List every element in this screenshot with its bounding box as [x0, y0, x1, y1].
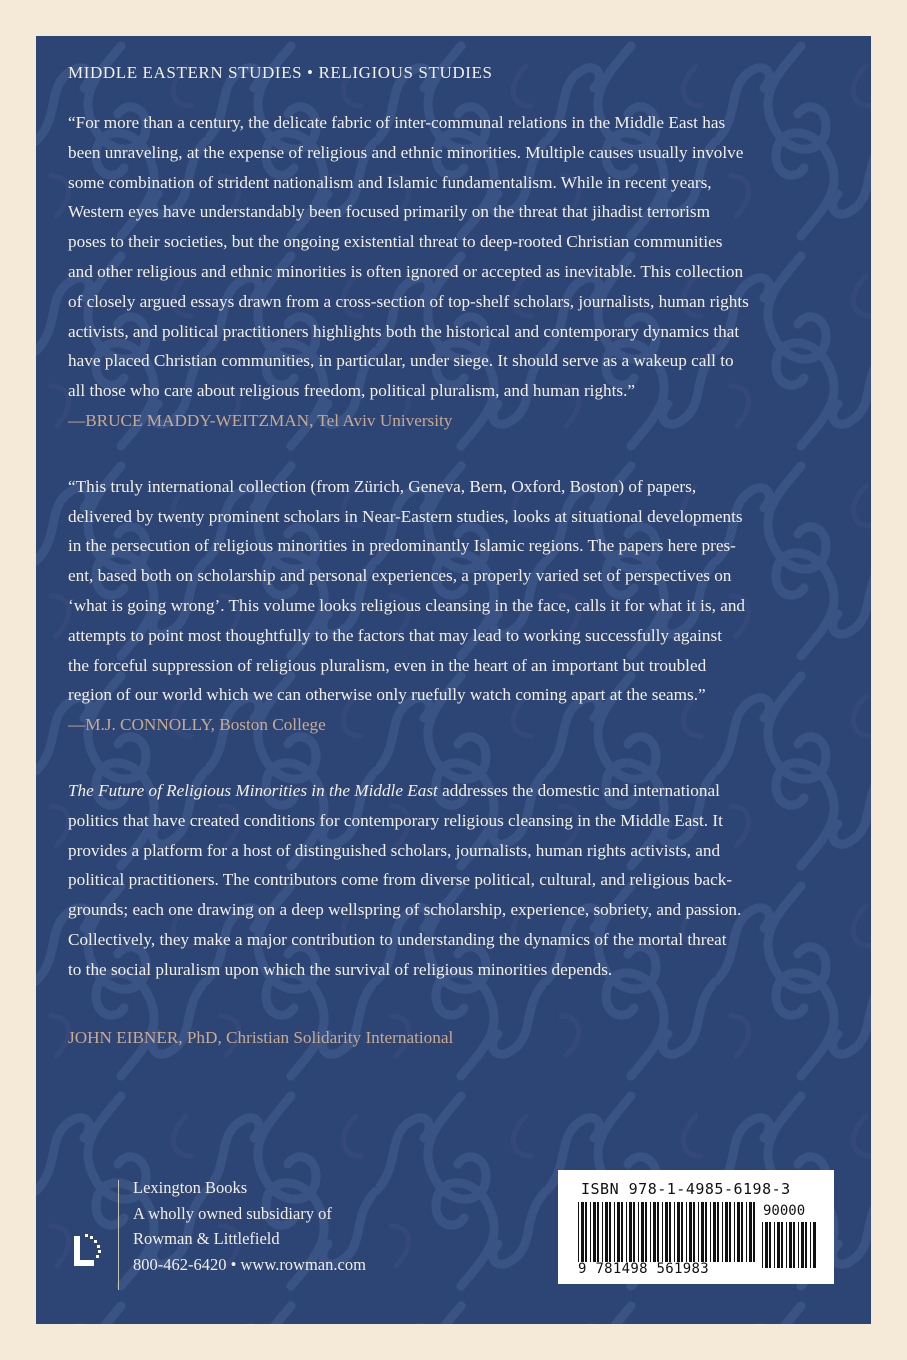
- isbn-price-code: 90000: [763, 1203, 806, 1219]
- quote-line: ent, based both on scholarship and personal experiences, a properly varied set of perspectives on: [68, 566, 732, 586]
- barcode-bar: [626, 1202, 627, 1262]
- quote-line: Western eyes have understandably been focused primarily on the threat that jihadist terrorism: [68, 202, 710, 222]
- ean-barcode: [578, 1202, 756, 1262]
- barcode-bar: [701, 1202, 704, 1262]
- description-text: addresses the domestic and international: [437, 780, 720, 800]
- quote-line: “This truly international collection (from Zürich, Geneva, Bern, Oxford, Boston) of papers,: [68, 476, 697, 496]
- publisher-divider: [118, 1180, 119, 1290]
- barcode-bar: [633, 1202, 635, 1262]
- barcode-bar: [705, 1202, 707, 1262]
- quote-connolly: [68, 472, 839, 740]
- quote-line: and other religious and ethnic minorities is often ignored or accepted as inevitable. This collection: [68, 261, 744, 281]
- barcode-bar: [786, 1222, 787, 1268]
- barcode-bar: [769, 1222, 771, 1268]
- description-line: politics that have created conditions for contemporary religious cleansing in the Middle East. It: [68, 810, 723, 830]
- quote-line: all those who care about religious freedom, political pluralism, and human rights.”: [68, 381, 636, 401]
- description-line: political practitioners. The contributors come from diverse political, cultural, and religious back-: [68, 870, 733, 890]
- barcode-bar: [774, 1222, 775, 1268]
- publisher-parent: Rowman & Littlefield: [133, 1229, 280, 1249]
- barcode-bar: [793, 1222, 795, 1268]
- barcode-bar: [681, 1202, 683, 1262]
- quote-maddy-weitzman: [68, 108, 839, 436]
- barcode-bar: [781, 1222, 783, 1268]
- barcode-bar: [585, 1202, 587, 1262]
- barcode-bar: [698, 1202, 699, 1262]
- barcode-bar: [638, 1202, 639, 1262]
- quote-line: activists, and political practitioners highlights both the historical and contemporary dynamics that: [68, 321, 740, 341]
- quote-line: “For more than a century, the delicate fabric of inter-communal relations in the Middle East has: [68, 113, 726, 132]
- barcode-bar: [737, 1202, 740, 1262]
- subject-category: MIDDLE EASTERN STUDIES • RELIGIOUS STUDIES: [68, 63, 493, 82]
- barcode-bar: [722, 1202, 723, 1262]
- barcode-bar: [657, 1202, 659, 1262]
- barcode-bar: [729, 1202, 731, 1262]
- quote-line: the forceful suppression of religious pluralism, even in the heart of an important but troubled: [68, 655, 707, 675]
- barcode-bar: [677, 1202, 680, 1262]
- barcode-bar: [810, 1222, 811, 1268]
- barcode-bar: [710, 1202, 711, 1262]
- barcode-bar: [746, 1202, 747, 1262]
- barcode-bar: [762, 1222, 763, 1268]
- barcode-bar: [789, 1222, 792, 1268]
- cover-text: [68, 62, 839, 1052]
- quote-line: delivered by twenty prominent scholars in Near-Eastern studies, looks at situational developments: [68, 506, 743, 526]
- description-line: [68, 776, 839, 806]
- lexington-logo-icon: [72, 1230, 112, 1270]
- barcode-bar: [741, 1202, 743, 1262]
- barcode-bar: [617, 1202, 620, 1262]
- quote-line: been unraveling, at the expense of religious and ethnic minorities. Multiple causes usually involve: [68, 142, 744, 162]
- publisher-block: [72, 1180, 432, 1290]
- book-description: [68, 776, 839, 985]
- barcode-bar: [602, 1202, 603, 1262]
- quote-line: ‘what is going wrong’. This volume looks religious cleansing in the face, calls it for what it is, and: [68, 595, 746, 615]
- quote-line: have placed Christian communities, in particular, under siege. It should serve as a wakeup call to: [68, 351, 734, 371]
- quote-line: in the persecution of religious minorities in predominantly Islamic regions. The papers here pres-: [68, 536, 736, 556]
- barcode-bar: [674, 1202, 675, 1262]
- barcode-bar: [593, 1202, 596, 1262]
- barcode-bar: [725, 1202, 728, 1262]
- publisher-name: Lexington Books: [133, 1178, 248, 1197]
- quote-line: some combination of strident nationalism and Islamic fundamentalism. While in recent years,: [68, 172, 712, 192]
- barcode-bar: [629, 1202, 632, 1262]
- book-title: The Future of Religious Minorities in the Middle East: [68, 780, 438, 800]
- quote-line: poses to their societies, but the ongoing existential threat to deep-rooted Christian communities: [68, 232, 723, 252]
- publisher-contact: 800-462-6420 • www.rowman.com: [133, 1254, 366, 1274]
- isbn-digits: 9 781498 561983: [578, 1261, 709, 1277]
- addon-barcode: [762, 1222, 818, 1268]
- barcode-bar: [653, 1202, 656, 1262]
- quote-line: region of our world which we can otherwise only ruefully watch coming apart at the seams.”: [68, 685, 706, 705]
- barcode-bar: [813, 1222, 816, 1268]
- barcode-bar: [753, 1202, 755, 1262]
- barcode-bar: [801, 1222, 804, 1268]
- barcode-bar: [777, 1222, 780, 1268]
- barcode-bar: [717, 1202, 719, 1262]
- barcode-bar: [798, 1222, 799, 1268]
- barcode-bar: [693, 1202, 695, 1262]
- barcode-bar: [805, 1222, 807, 1268]
- barcode-bar: [765, 1222, 768, 1268]
- barcode-bar: [689, 1202, 692, 1262]
- barcode-bar: [734, 1202, 735, 1262]
- barcode-bar: [669, 1202, 671, 1262]
- barcode-bar: [614, 1202, 615, 1262]
- quote-line: attempts to point most thoughtfully to the factors that may lead to working successfully against: [68, 625, 722, 645]
- barcode-bar: [749, 1202, 752, 1262]
- description-line: Collectively, they make a major contribution to understanding the dynamics of the mortal threat: [68, 929, 727, 949]
- barcode-bar: [713, 1202, 716, 1262]
- barcode-bar: [645, 1202, 647, 1262]
- barcode-bar: [621, 1202, 623, 1262]
- barcode-bar: [609, 1202, 611, 1262]
- quote-attribution: —BRUCE MADDY-WEITZMAN, Tel Aviv University: [68, 410, 453, 430]
- barcode-bar: [597, 1202, 599, 1262]
- description-line: grounds; each one drawing on a deep wellspring of scholarship, experience, sobriety, and passion.: [68, 900, 742, 920]
- barcode-bar: [686, 1202, 687, 1262]
- barcode-bar: [662, 1202, 663, 1262]
- isbn-barcode-box: [558, 1170, 834, 1284]
- description-line: provides a platform for a host of distinguished scholars, journalists, human rights activists, and: [68, 840, 721, 860]
- barcode-bar: [650, 1202, 651, 1262]
- publisher-info: [133, 1175, 366, 1277]
- barcode-bar: [590, 1202, 591, 1262]
- quote-attribution: —M.J. CONNOLLY, Boston College: [68, 715, 326, 735]
- isbn-label: ISBN 978-1-4985-6198-3: [581, 1180, 791, 1198]
- barcode-bar: [641, 1202, 644, 1262]
- barcode-bar: [581, 1202, 584, 1262]
- back-cover: [36, 36, 871, 1324]
- barcode-bar: [578, 1202, 579, 1262]
- editor-credit: JOHN EIBNER, PhD, Christian Solidarity International: [68, 1027, 454, 1047]
- publisher-subsidiary: A wholly owned subsidiary of: [133, 1203, 332, 1223]
- barcode-bar: [605, 1202, 608, 1262]
- barcode-bar: [665, 1202, 668, 1262]
- quote-line: of closely argued essays drawn from a cross-section of top-shelf scholars, journalists, human rights: [68, 291, 749, 311]
- description-line: to the social pluralism upon which the survival of religious minorities depends.: [68, 959, 613, 979]
